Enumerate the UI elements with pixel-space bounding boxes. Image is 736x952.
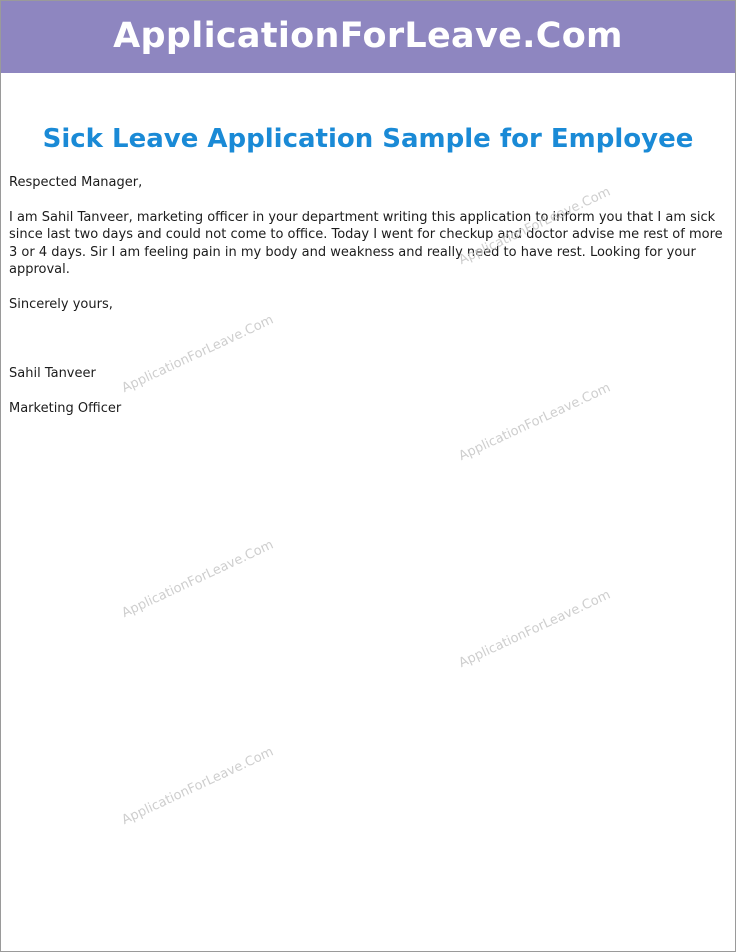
page-title: Sick Leave Application Sample for Employee bbox=[42, 124, 694, 154]
watermark-text: ApplicationForLeave.Com bbox=[456, 587, 613, 671]
watermark-text: ApplicationForLeave.Com bbox=[119, 312, 276, 396]
letter-body bbox=[9, 174, 727, 417]
sender-title: Marketing Officer bbox=[9, 400, 122, 416]
letter-paragraph: I am Sahil Tanveer, marketing officer in your department writing this application to inform you that I am sick since last two days and could not come to office. Today I went for checkup and doctor advise me rest of more 3 or 4 days. Sir I am feeling pain in my body and weakness and really need to have rest. Looking for your approval. bbox=[9, 209, 723, 277]
salutation: Respected Manager, bbox=[9, 175, 143, 190]
watermark-text: ApplicationForLeave.Com bbox=[456, 184, 613, 268]
watermark-text: ApplicationForLeave.Com bbox=[119, 744, 276, 828]
site-name: ApplicationForLeave.Com bbox=[113, 16, 623, 56]
watermark-text: ApplicationForLeave.Com bbox=[119, 537, 276, 621]
watermark-text: ApplicationForLeave.Com bbox=[456, 380, 613, 464]
closing-line: Sincerely yours, bbox=[9, 296, 113, 312]
sender-name: Sahil Tanveer bbox=[9, 366, 96, 381]
site-banner bbox=[1, 1, 735, 73]
